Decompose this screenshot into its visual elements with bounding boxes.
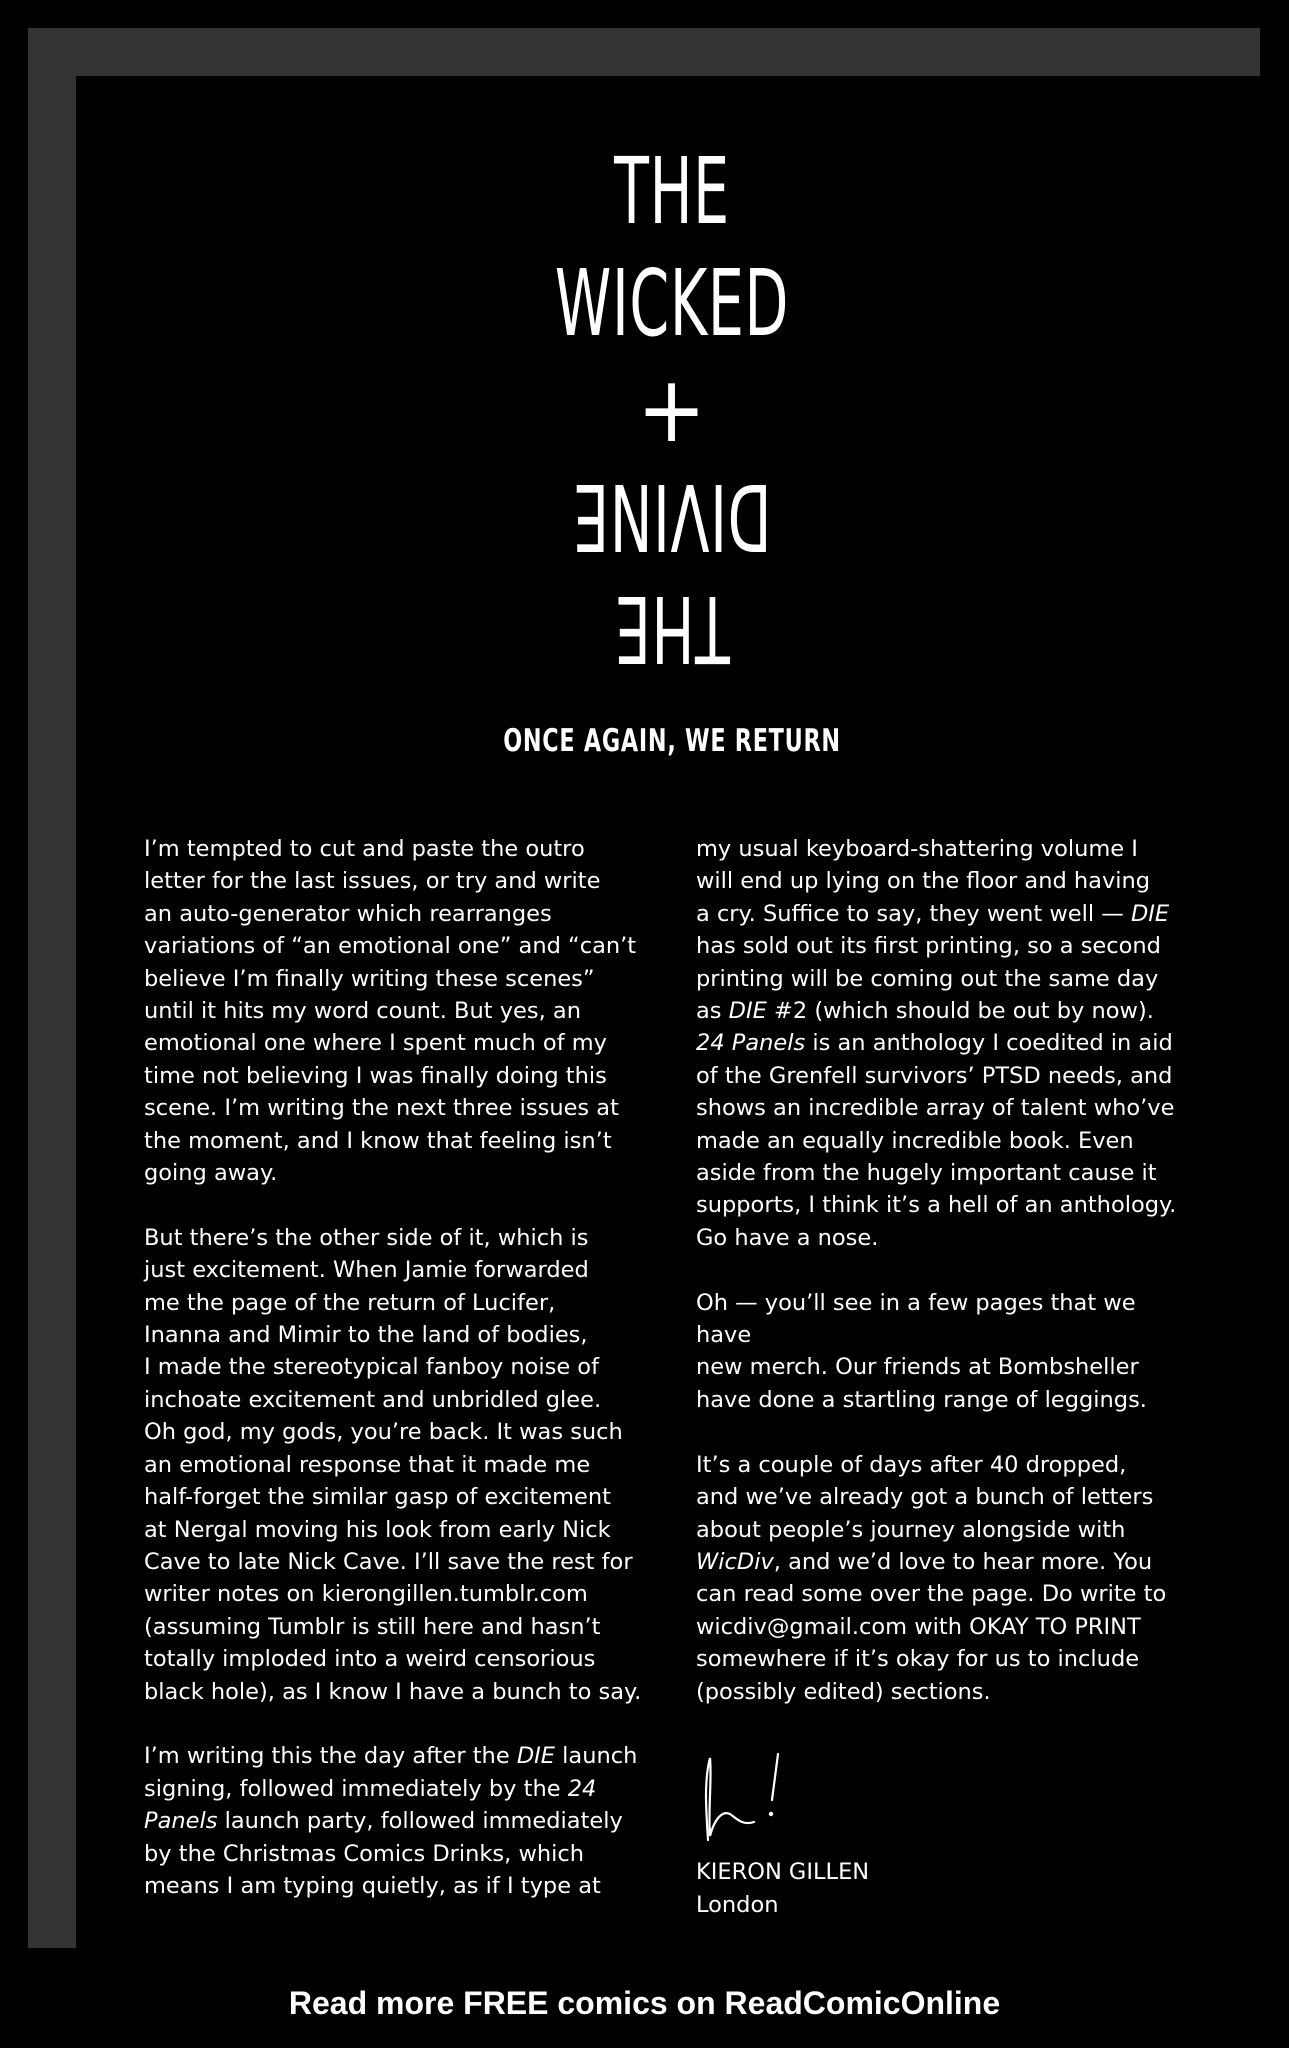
text-run: launch signing, followed immediately by the [144, 1743, 638, 1802]
left-paragraph-2: But there’s the other side of it, which is just excitement. When Jamie forwarded me the page of the return of Lucifer, Inanna and Mimir to the land of bodies, I made the stereotypical fanboy noise of inchoate excitement and unbridled glee. Oh god, my gods, you’re back. It was such an emotional response that it made me half-forget the similar gasp of excitement at Nergal moving his look from early Nick Cave to late Nick Cave. I’ll save the rest for writer notes on kierongillen.tumblr.com (assuming Tumblr is still here and hasn’t totally imploded into a weird censorious black hole), as I know I have a bunch to say. [144, 1224, 642, 1705]
logo-line-wicked: WICKED [554, 250, 790, 357]
title-24-panels: 24 Panels [696, 1030, 806, 1057]
text-run: is an anthology I coedited in aid of the Grenfell survivors’ PTSD needs, and shows an incredible array of talent who’ve made an equally incredible book. Even aside from the hugely important cause it supports, I think it’s a hell of an anthology. Go have a nose. [696, 1030, 1177, 1251]
right-paragraph-3 [696, 1449, 1196, 1708]
text-run: #2 (which should be out by now). [774, 998, 1154, 1025]
author-name: KIERON GILLEN [696, 1859, 870, 1886]
text-run: , and we’d love to hear more. You can read some over the page. Do write to wicdiv@gmail.com with OKAY TO PRINT somewhere if it’s okay for us to include (possibly edited) sections. [696, 1548, 1167, 1705]
right-paragraph-1 [696, 833, 1196, 1254]
right-paragraph-2: Oh — you’ll see in a few pages that we have new merch. Our friends at Bombsheller have done a startling range of leggings. [696, 1289, 1147, 1413]
text-run: my usual keyboard-shattering volume I will end up lying on the floor and having a cry. Suffice to say, they went well — [696, 836, 1151, 927]
text-run: It’s a couple of days after 40 dropped, and we’ve already got a bunch of letters about people’s journey alongside with [696, 1451, 1154, 1543]
logo-line-the-inverted: THE [614, 575, 730, 682]
text-run: launch party, followed immediately by the Christmas Comics Drinks, which means I am typing quietly, as if I type at [144, 1808, 623, 1899]
logo-line-plus: + [636, 356, 708, 463]
title-die: DIE [516, 1743, 555, 1770]
left-paragraph-3 [144, 1740, 644, 1902]
title-die: DIE [1130, 900, 1170, 927]
page-frame [28, 28, 1260, 1948]
logo-line-divine: DIVINE [572, 463, 772, 570]
title-wicdiv: WicDiv [696, 1548, 774, 1575]
author-location: London [696, 1891, 779, 1918]
series-logo [76, 136, 1268, 684]
page-panel [76, 76, 1268, 1962]
left-paragraph-1: I’m tempted to cut and paste the outro letter for the last issues, or try and write an auto-generator which rearranges variations of “an emotional one” and “can’t believe I’m finally writing these scenes” until it hits my word count. But yes, an emotional one where I spent much of my time not believing I was finally doing this scene. I’m writing the next three issues at the moment, and I know that feeling isn’t going away. [144, 836, 637, 1187]
right-column [696, 833, 1196, 1921]
title-die: DIE [728, 998, 767, 1025]
text-run: has sold out its first printing, so a second printing will be coming out the same day as [696, 933, 1161, 1025]
signature-icon [696, 1740, 806, 1850]
title-24-panels: 24 Panels [144, 1775, 597, 1835]
footer-banner[interactable]: Read more FREE comics on ReadComicOnline [288, 1985, 1001, 2021]
logo-line-the: THE [614, 138, 730, 245]
left-column [144, 833, 644, 1902]
article-subtitle: ONCE AGAIN, WE RETURN [503, 723, 841, 759]
text-run: I’m writing this the day after the [144, 1743, 517, 1770]
